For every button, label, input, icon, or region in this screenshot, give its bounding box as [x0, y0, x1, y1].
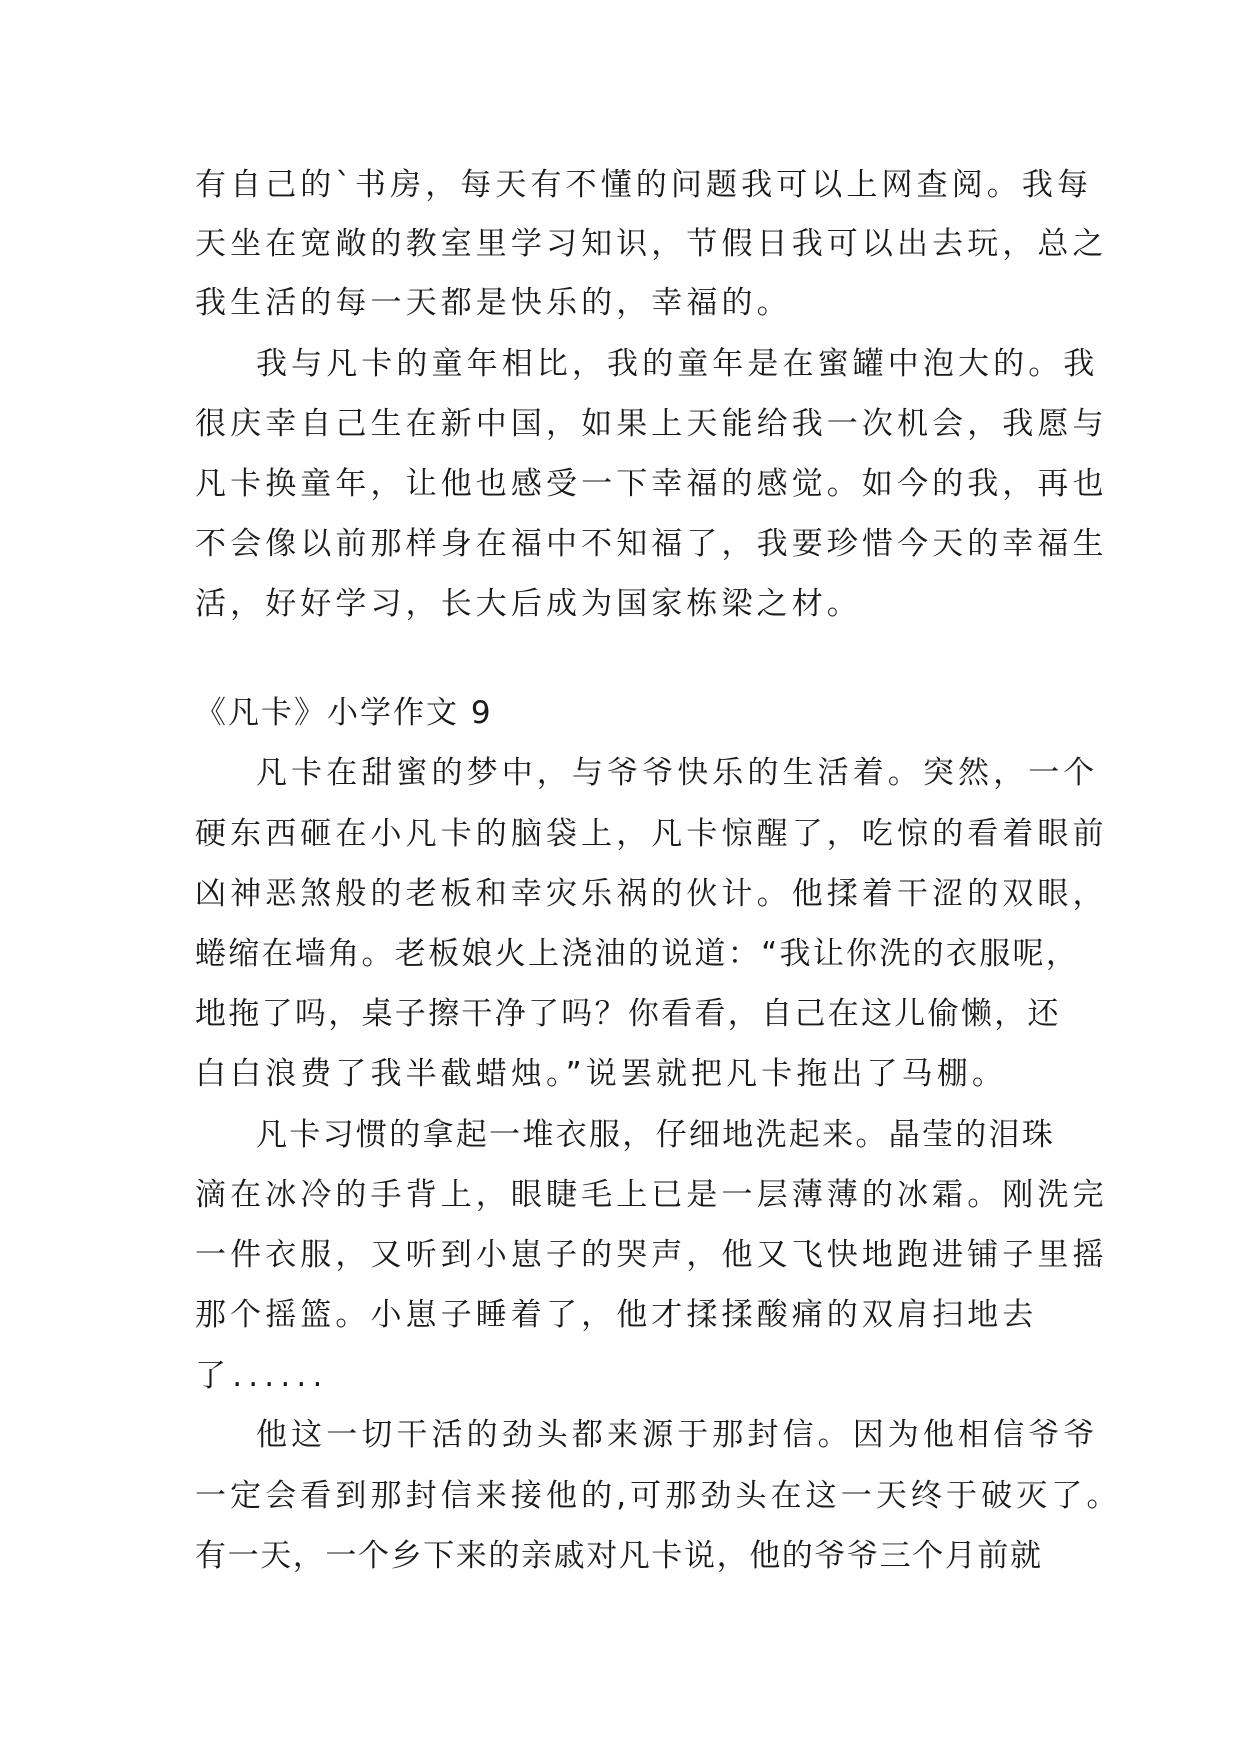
text-line: 凡卡习惯的拿起一堆衣服，仔细地洗起来。晶莹的泪珠 — [256, 1117, 1056, 1153]
text-line: 有一天，一个乡下来的亲戚对凡卡说，他的爷爷三个月前就 — [195, 1538, 1043, 1574]
text-line: 一件衣服，又听到小崽子的哭声，他又飞快地跑进铺子里摇 — [195, 1237, 1108, 1273]
text-line: 不会像以前那样身在福中不知福了，我要珍惜今天的幸福生 — [195, 526, 1108, 562]
text-line: 凡卡换童年，让他也感受一下幸福的感觉。如今的我，再也 — [195, 466, 1108, 502]
text-line: 那个摇篮。小崽子睡着了，他才揉揉酸痛的双肩扫地去 — [195, 1297, 1038, 1333]
text-line: 我与凡卡的童年相比，我的童年是在蜜罐中泡大的。我 — [256, 346, 1099, 382]
text-line: 凶神恶煞般的老板和幸灾乐祸的伙计。他揉着干涩的双眼， — [195, 876, 1108, 912]
text-line: 天坐在宽敞的教室里学习知识，节假日我可以出去玩，总之 — [195, 226, 1108, 262]
text-line: 了...... — [195, 1358, 329, 1394]
text-line: 我生活的每一天都是快乐的，幸福的。 — [195, 285, 792, 321]
text-line: 活，好好学习，长大后成为国家栋梁之材。 — [195, 586, 862, 622]
section-title: 《凡卡》小学作文 9 — [195, 695, 493, 731]
text-line: 地拖了吗，桌子擦干净了吗？你看看，自己在这儿偷懒，还 — [195, 996, 1061, 1032]
text-line: 蜷缩在墙角。老板娘火上浇油的说道：“我让你洗的衣服呢， — [195, 936, 1080, 972]
text-line: 白白浪费了我半截蜡烛。”说罢就把凡卡拖出了马棚。 — [195, 1056, 1007, 1092]
text-line: 凡卡在甜蜜的梦中，与爷爷快乐的生活着。突然，一个 — [256, 755, 1099, 791]
text-line: 一定会看到那封信来接他的,可那劲头在这一天终于破灭了。 — [195, 1478, 1122, 1514]
text-line: 他这一切干活的劲头都来源于那封信。因为他相信爷爷 — [256, 1417, 1099, 1453]
text-line: 有自己的`书房，每天有不懂的问题我可以上网查阅。我每 — [195, 167, 1093, 203]
text-line: 硬东西砸在小凡卡的脑袋上，凡卡惊醒了，吃惊的看着眼前 — [195, 816, 1108, 852]
text-line: 滴在冰冷的手背上，眼睫毛上已是一层薄薄的冰霜。刚洗完 — [195, 1177, 1108, 1213]
text-line: 很庆幸自己生在新中国，如果上天能给我一次机会，我愿与 — [195, 406, 1108, 442]
